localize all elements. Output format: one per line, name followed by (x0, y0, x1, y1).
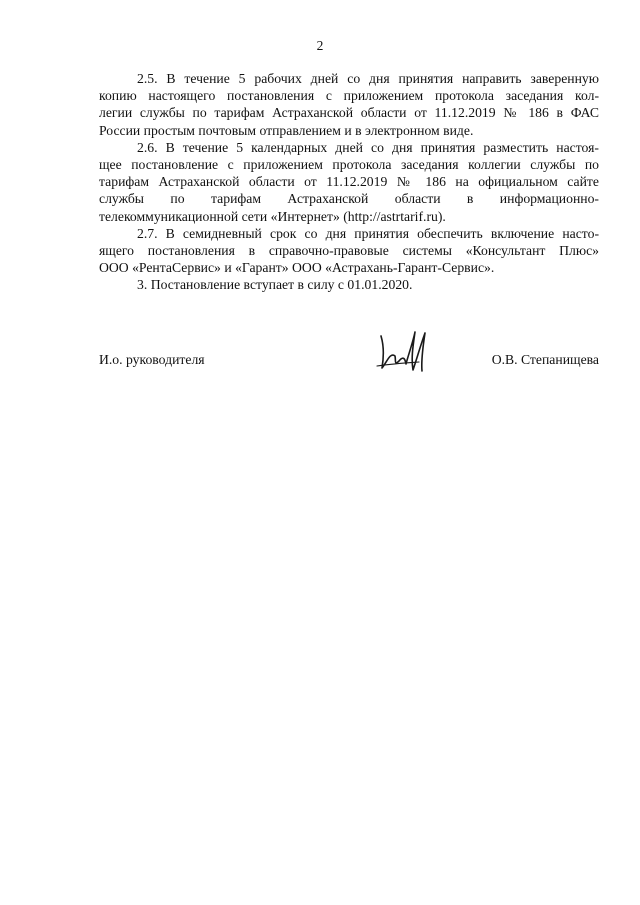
signature-block (99, 348, 599, 388)
signatory-title: И.о. руководителя (99, 352, 205, 367)
paragraph-2-7 (99, 225, 599, 277)
paragraph-2-6 (99, 139, 599, 225)
handwritten-signature (375, 328, 439, 374)
text-line: службы по тарифам Астраханской области в информационно- (99, 191, 599, 207)
text-line: тарифам Астраханской области от 11.12.2019 № 186 на официальном сайте (99, 174, 599, 190)
text-line: 2.7. В семидневный срок со дня принятия обеспечить включение насто- (137, 225, 599, 241)
text-line: 3. Постановление вступает в силу с 01.01.2020. (137, 277, 413, 293)
page-number: 2 (316, 38, 324, 53)
paragraph-3 (99, 276, 599, 293)
text-line: 2.6. В течение 5 календарных дней со дня принятия разместить настоя- (137, 139, 599, 155)
text-line: ящего постановления в справочно-правовые системы «Консультант Плюс» (99, 243, 599, 259)
paragraph-2-5 (99, 70, 599, 139)
text-line: копию настоящего постановления с приложением протокола заседания кол- (99, 88, 599, 104)
text-line: щее постановление с приложением протокола заседания коллегии службы по (99, 157, 599, 173)
text-line: телекоммуникационной сети «Интернет» (http://astrtarif.ru). (99, 208, 446, 224)
text-line: легии службы по тарифам Астраханской области от 11.12.2019 № 186 в ФАС (99, 105, 599, 121)
document-body (99, 70, 599, 294)
text-line: 2.5. В течение 5 рабочих дней со дня принятия направить заверенную (137, 71, 599, 86)
signatory-name: О.В. Степанищева (491, 352, 599, 367)
text-line: ООО «РентаСервис» и «Гарант» ООО «Астрахань-Гарант-Сервис». (99, 260, 495, 276)
text-line: России простым почтовым отправлением и в электронном виде. (99, 122, 474, 138)
